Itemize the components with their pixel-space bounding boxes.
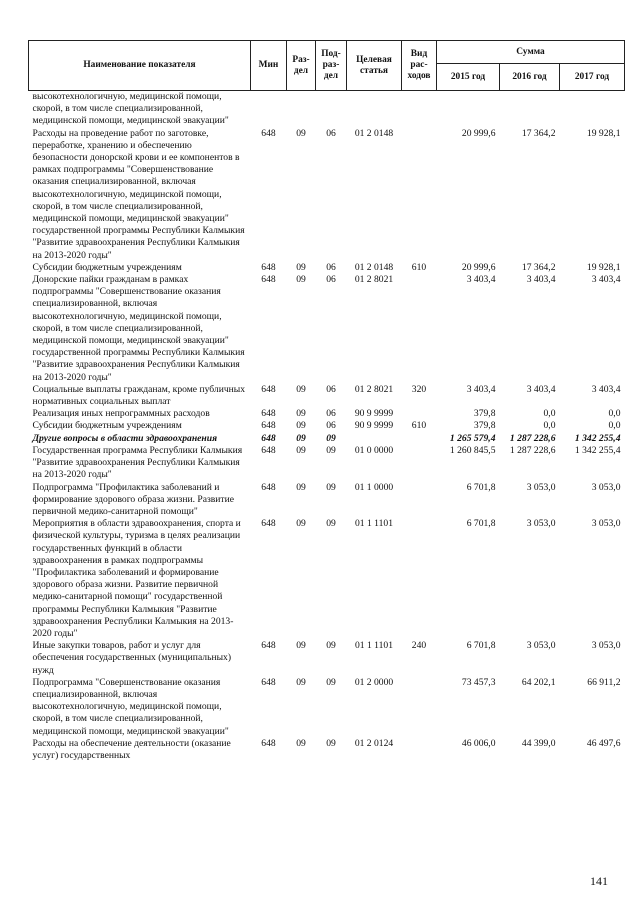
header-cs: Целевая статья [347,41,402,91]
cell-cs: 01 1 1101 [354,518,394,530]
cell-vr: 320 [411,383,427,395]
table-row [29,433,625,445]
cell-pr [316,91,347,128]
page-number: 141 [590,874,608,888]
cell-s1: 6 701,8 [466,640,496,652]
cell-s3: 66 911,2 [587,676,621,688]
header-podrazdel: Под- раз- дел [316,41,347,91]
cell-rz: 09 [296,481,306,493]
cell-min: 648 [261,444,276,456]
cell-min: 648 [261,432,276,444]
cell-name: Подпрограмма "Профилактика заболеваний и формирование здорового образа жизни. Развитие первичной медико-санитарной помощи" [32,481,235,517]
budget-table [28,40,625,762]
cell-cs: 01 2 0148 [354,127,394,139]
cell-s3: 1 342 255,4 [574,432,621,444]
cell-min: 648 [261,274,276,286]
cell-rz [287,91,316,128]
cell-min: 648 [261,640,276,652]
cell-rz: 09 [296,408,306,420]
cell-name: Донорские пайки гражданам в рамках подпрограммы "Совершенствование оказания специализированной, включая высокотехнологичную, медицинской помощи, скорой, в том числе специализированной, медицинской помощи, медицинской эвакуации" государственной программы Республики Калмыкия "Развитие здравоохранения Республики Калмыкия на 2013-2020 годы" [32,274,245,383]
cell-pr: 09 [326,432,336,444]
header-2017: 2017 год [560,64,625,91]
cell-pr: 09 [326,444,336,456]
cell-s3: 3 053,0 [591,481,621,493]
cell-s1 [437,91,500,128]
cell-pr: 09 [326,518,336,530]
cell-min: 648 [261,518,276,530]
cell-min [251,91,287,128]
cell-vr [402,408,437,420]
cell-s2: 0,0 [543,408,556,420]
table-row [29,640,625,677]
cell-rz: 09 [296,420,306,432]
cell-rz: 09 [296,261,306,273]
table-row [29,408,625,420]
header-razdel: Раз- дел [287,41,316,91]
cell-rz: 09 [296,737,306,749]
cell-s3: 1 342 255,4 [574,444,621,456]
cell-s2: 64 202,1 [521,676,556,688]
table-row [29,91,625,128]
header-vr: Вид рас- ходов [402,41,437,91]
cell-cs: 01 2 8021 [354,274,394,286]
cell-name: Подпрограмма "Совершенствование оказания специализированной, включая высокотехнологичную, медицинской помощи, скорой, в том числе специализированной, медицинской помощи, медицинской эвакуации" [32,676,229,737]
cell-vr [402,677,437,738]
table-header [29,41,625,91]
cell-cs: 90 9 9999 [354,408,394,420]
cell-s2: 3 403,4 [526,383,556,395]
cell-s1: 6 701,8 [466,481,496,493]
cell-s1: 20 999,6 [461,127,496,139]
cell-pr: 06 [326,261,336,273]
cell-vr: 240 [411,640,427,652]
cell-cs [347,91,402,128]
cell-pr: 06 [326,420,336,432]
table-row [29,482,625,519]
table-row [29,384,625,408]
cell-s2: 3 403,4 [526,274,556,286]
cell-s1: 73 457,3 [461,676,496,688]
cell-min: 648 [261,127,276,139]
cell-name: Субсидии бюджетным учреждениям [32,261,182,273]
cell-name: Другие вопросы в области здравоохранения [32,432,218,444]
cell-s3: 3 053,0 [591,640,621,652]
cell-s3: 3 403,4 [591,274,621,286]
table-body [29,91,625,763]
cell-s2: 3 053,0 [526,518,556,530]
cell-s2: 44 399,0 [521,737,556,749]
cell-cs: 90 9 9999 [354,420,394,432]
cell-rz: 09 [296,432,306,444]
cell-name: Реализация иных непрограммных расходов [32,408,210,420]
cell-min: 648 [261,481,276,493]
cell-cs: 01 2 0148 [354,261,394,273]
cell-vr [402,274,437,384]
table-row [29,128,625,262]
cell-s1: 3 403,4 [466,383,496,395]
cell-cs: 01 1 0000 [354,481,394,493]
table-row [29,518,625,640]
cell-s1: 6 701,8 [466,518,496,530]
cell-s3: 3 053,0 [591,518,621,530]
table-row [29,738,625,762]
cell-pr: 06 [326,408,336,420]
table-row [29,262,625,274]
cell-rz: 09 [296,383,306,395]
cell-min: 648 [261,408,276,420]
cell-s2: 17 364,2 [521,261,556,273]
cell-s3: 3 403,4 [591,383,621,395]
cell-s1: 20 999,6 [461,261,496,273]
cell-s1: 46 006,0 [461,737,496,749]
cell-name: Иные закупки товаров, работ и услуг для обеспечения государственных (муниципальных) нужд [32,640,232,676]
cell-s1: 379,8 [473,420,496,432]
cell-pr: 09 [326,640,336,652]
header-2015: 2015 год [437,64,500,91]
cell-s2 [500,91,560,128]
cell-cs: 01 2 8021 [354,383,394,395]
table-row [29,445,625,482]
header-name: Наименование показателя [29,41,251,91]
cell-vr [402,128,437,262]
cell-cs [347,433,402,445]
cell-s3: 0,0 [608,408,621,420]
cell-rz: 09 [296,274,306,286]
cell-vr [402,518,437,640]
cell-min: 648 [261,383,276,395]
cell-s1: 1 265 579,4 [449,432,496,444]
cell-s2: 3 053,0 [526,481,556,493]
cell-pr: 06 [326,127,336,139]
cell-min: 648 [261,261,276,273]
cell-vr: 610 [411,261,427,273]
cell-s2: 0,0 [543,420,556,432]
table-row [29,274,625,384]
cell-s3: 19 928,1 [586,261,621,273]
cell-pr: 09 [326,481,336,493]
cell-pr: 06 [326,383,336,395]
cell-s2: 1 287 228,6 [509,444,556,456]
cell-name: Расходы на обеспечение деятельности (оказание услуг) государственных [32,737,231,761]
cell-cs: 01 2 0000 [354,676,394,688]
cell-s1: 1 260 845,5 [449,444,496,456]
cell-s2: 1 287 228,6 [509,432,556,444]
cell-s3: 19 928,1 [586,127,621,139]
cell-s1: 3 403,4 [466,274,496,286]
cell-min: 648 [261,420,276,432]
cell-name: Субсидии бюджетным учреждениям [32,420,182,432]
cell-name: Государственная программа Республики Калмыкия "Развитие здравоохранения Республики Калмыкия на 2013-2020 годы" [32,444,243,481]
cell-name: Расходы на проведение работ по заготовке, переработке, хранению и обеспечению безопасности донорской крови и ее компонентов в рамках подпрограммы "Совершенствование оказания специализированной, включая высокотехнологичную, медицинской помощи, скорой, в том числе специализированной, медицинской помощи, медицинской эвакуации" государственной программы Республики Калмыкия "Развитие здравоохранения Республики Калмыкия на 2013-2020 годы" [32,127,245,261]
cell-vr [402,738,437,762]
cell-rz: 09 [296,127,306,139]
cell-vr [402,91,437,128]
cell-rz: 09 [296,640,306,652]
cell-min: 648 [261,737,276,749]
cell-s1: 379,8 [473,408,496,420]
cell-s2: 17 364,2 [521,127,556,139]
cell-s3: 46 497,6 [586,737,621,749]
cell-s2: 3 053,0 [526,640,556,652]
header-min: Мин [251,41,287,91]
table-row [29,677,625,738]
cell-pr: 09 [326,737,336,749]
cell-s3: 0,0 [608,420,621,432]
cell-vr [402,445,437,482]
document-page [28,40,624,762]
cell-rz: 09 [296,676,306,688]
cell-min: 648 [261,676,276,688]
cell-vr [402,433,437,445]
cell-pr: 09 [326,676,336,688]
cell-s3 [560,91,625,128]
cell-name: Мероприятия в области здравоохранения, спорта и физической культуры, туризма в целях реализации государственных функций в области здравоохранения в рамках подпрограммы "Профилактика заболеваний и формирование здорового образа жизни. Развитие первичной медико-санитарной помощи" государственной программы Республики Калмыкия "Развитие здравоохранения Республики Калмыкия на 2013-2020 годы" [32,518,241,639]
header-summa: Сумма [437,41,625,64]
cell-name: высокотехнологичную, медицинской помощи, скорой, в том числе специализированной, медицинской помощи, медицинской эвакуации" [32,91,229,127]
cell-vr [402,482,437,519]
table-row [29,420,625,432]
cell-cs: 01 2 0124 [354,737,394,749]
cell-rz: 09 [296,444,306,456]
header-2016: 2016 год [500,64,560,91]
cell-name: Социальные выплаты гражданам, кроме публичных нормативных социальных выплат [32,383,246,408]
cell-rz: 09 [296,518,306,530]
cell-pr: 06 [326,274,336,286]
cell-cs: 01 0 0000 [354,444,394,456]
cell-cs: 01 1 1101 [354,640,394,652]
cell-vr: 610 [411,420,427,432]
